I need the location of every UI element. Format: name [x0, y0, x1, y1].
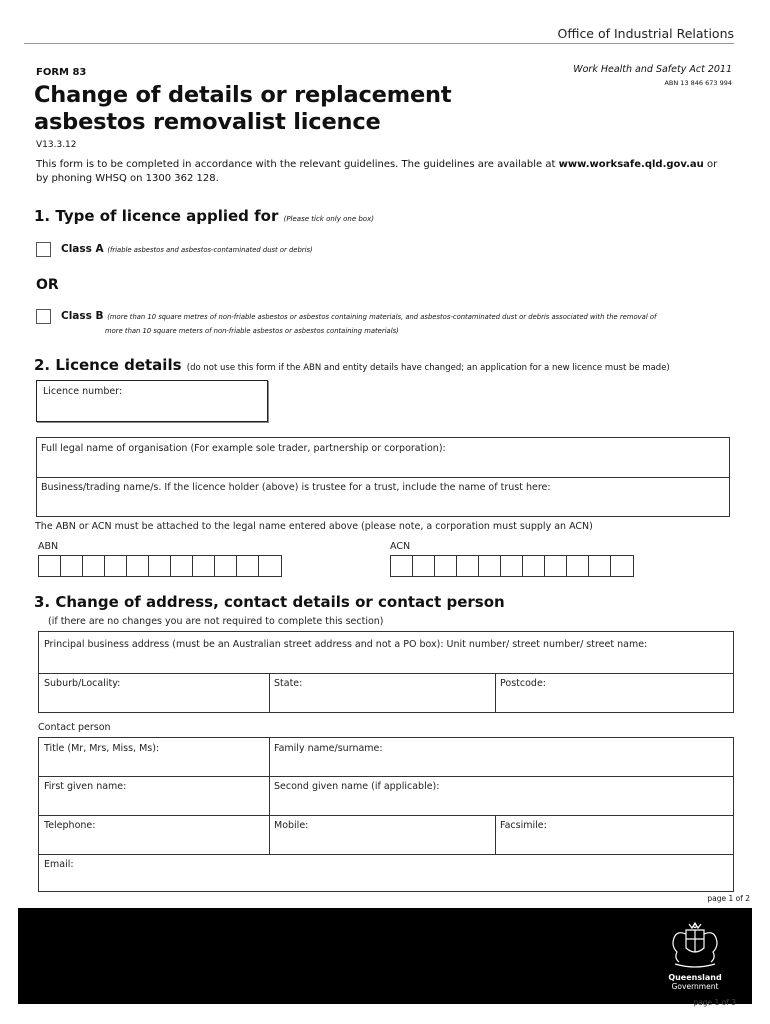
class-b-desc-cont: more than 10 square meters of non-friable asbestos or asbestos containing materials): [105, 327, 399, 335]
class-a-label: Class A: [61, 243, 104, 255]
title-line-1: Change of details or replacement: [34, 82, 452, 108]
first-name-field[interactable]: [39, 795, 267, 813]
postcode-field[interactable]: [496, 692, 733, 712]
gov-line-1: Queensland: [668, 973, 722, 982]
facsimile-label: Facsimile:: [500, 820, 547, 831]
class-b-option: [61, 310, 656, 322]
trading-name-field[interactable]: [37, 494, 729, 516]
section1-note: (Please tick only one box): [283, 215, 374, 223]
section3-note: (if there are no changes you are not required to complete this section): [48, 616, 384, 627]
section2-number: 2.: [34, 356, 51, 374]
coat-of-arms-icon: [665, 920, 725, 970]
section1-title: Type of licence applied for: [55, 207, 279, 225]
title-field[interactable]: [39, 756, 267, 774]
class-b-desc: (more than 10 square metres of non-friable asbestos or asbestos containing materials, and asbestos-contaminated dust or debris associated with the removal of: [107, 313, 657, 321]
postcode-label: Postcode:: [500, 678, 546, 689]
acn-input[interactable]: [390, 555, 634, 577]
section1-number: 1.: [34, 207, 51, 225]
section2-title: Licence details: [55, 356, 182, 374]
section1-heading: [34, 207, 374, 225]
licence-number-field[interactable]: [36, 380, 268, 422]
section2-heading: [34, 356, 670, 374]
address-divider: [39, 673, 733, 674]
suburb-field[interactable]: [39, 692, 267, 712]
or-divider: OR: [36, 277, 59, 293]
guidelines-link[interactable]: www.worksafe.qld.gov.au: [558, 159, 704, 170]
abn-note: The ABN or ACN must be attached to the legal name entered above (please note, a corporation must supply an ACN): [35, 521, 593, 532]
legal-name-field[interactable]: [37, 455, 729, 475]
trading-name-label: Business/trading name/s. If the licence holder (above) is trustee for a trust, include the name of trust here:: [41, 482, 551, 493]
queensland-government-logo: [660, 920, 730, 991]
class-b-checkbox[interactable]: [36, 309, 51, 324]
class-a-checkbox[interactable]: [36, 242, 51, 257]
state-label: State:: [274, 678, 303, 689]
contact-person-label: Contact person: [38, 722, 111, 733]
abn-number: ABN 13 846 673 994: [664, 79, 732, 87]
class-a-option: [61, 243, 313, 255]
form-number: FORM 83: [36, 67, 87, 78]
header-divider: [24, 43, 734, 44]
family-name-field[interactable]: [270, 756, 733, 774]
section2-note: (do not use this form if the ABN and entity details have changed; an application for a new licence must be made): [186, 363, 670, 373]
family-name-label: Family name/surname:: [274, 743, 383, 754]
intro-text: [36, 158, 726, 186]
email-field[interactable]: [39, 873, 733, 891]
acn-label: ACN: [390, 541, 411, 552]
act-name: Work Health and Safety Act 2011: [573, 64, 732, 75]
email-label: Email:: [44, 859, 74, 870]
abn-label: ABN: [38, 541, 59, 552]
page-title: [34, 82, 451, 136]
intro-part-1: This form is to be completed in accordance with the relevant guidelines. The guidelines are available at: [36, 159, 559, 170]
state-field[interactable]: [270, 692, 494, 712]
organisation-divider: [37, 477, 729, 478]
address-label: Principal business address (must be an Australian street address and not a PO box): Unit number/ street number/ street name:: [44, 639, 648, 650]
page-number-bottom: page 1 of 3: [693, 998, 736, 1007]
facsimile-field[interactable]: [496, 834, 733, 852]
office-name: Office of Industrial Relations: [557, 26, 734, 41]
first-name-label: First given name:: [44, 781, 127, 792]
title-line-2: asbestos removalist licence: [34, 109, 381, 135]
section3-number: 3.: [34, 593, 51, 611]
class-b-label: Class B: [61, 310, 104, 322]
gov-line-2: Government: [671, 982, 719, 991]
version: V13.3.12: [36, 140, 77, 150]
suburb-label: Suburb/Locality:: [44, 678, 121, 689]
telephone-field[interactable]: [39, 834, 267, 852]
footer-band: [18, 908, 752, 1004]
mobile-label: Mobile:: [274, 820, 309, 831]
telephone-label: Telephone:: [44, 820, 96, 831]
second-name-label: Second given name (if applicable):: [274, 781, 440, 792]
intro-part-2: or by phoning WHSQ on 1300 362 128.: [36, 159, 718, 184]
mobile-field[interactable]: [270, 834, 494, 852]
contact-divider-1: [39, 776, 733, 777]
legal-name-label: Full legal name of organisation (For example sole trader, partnership or corporation):: [41, 443, 446, 454]
page-number: page 1 of 2: [707, 894, 750, 903]
class-a-desc: (friable asbestos and asbestos-contaminated dust or debris): [107, 246, 313, 254]
address-field[interactable]: [39, 652, 733, 671]
contact-divider-2: [39, 815, 733, 816]
abn-input[interactable]: [38, 555, 282, 577]
second-name-field[interactable]: [270, 795, 733, 813]
section3-title: Change of address, contact details or contact person: [55, 593, 505, 611]
licence-number-label: Licence number:: [43, 386, 123, 397]
contact-divider-3: [39, 854, 733, 855]
title-field-label: Title (Mr, Mrs, Miss, Ms):: [44, 743, 160, 754]
section3-heading: [34, 593, 505, 611]
